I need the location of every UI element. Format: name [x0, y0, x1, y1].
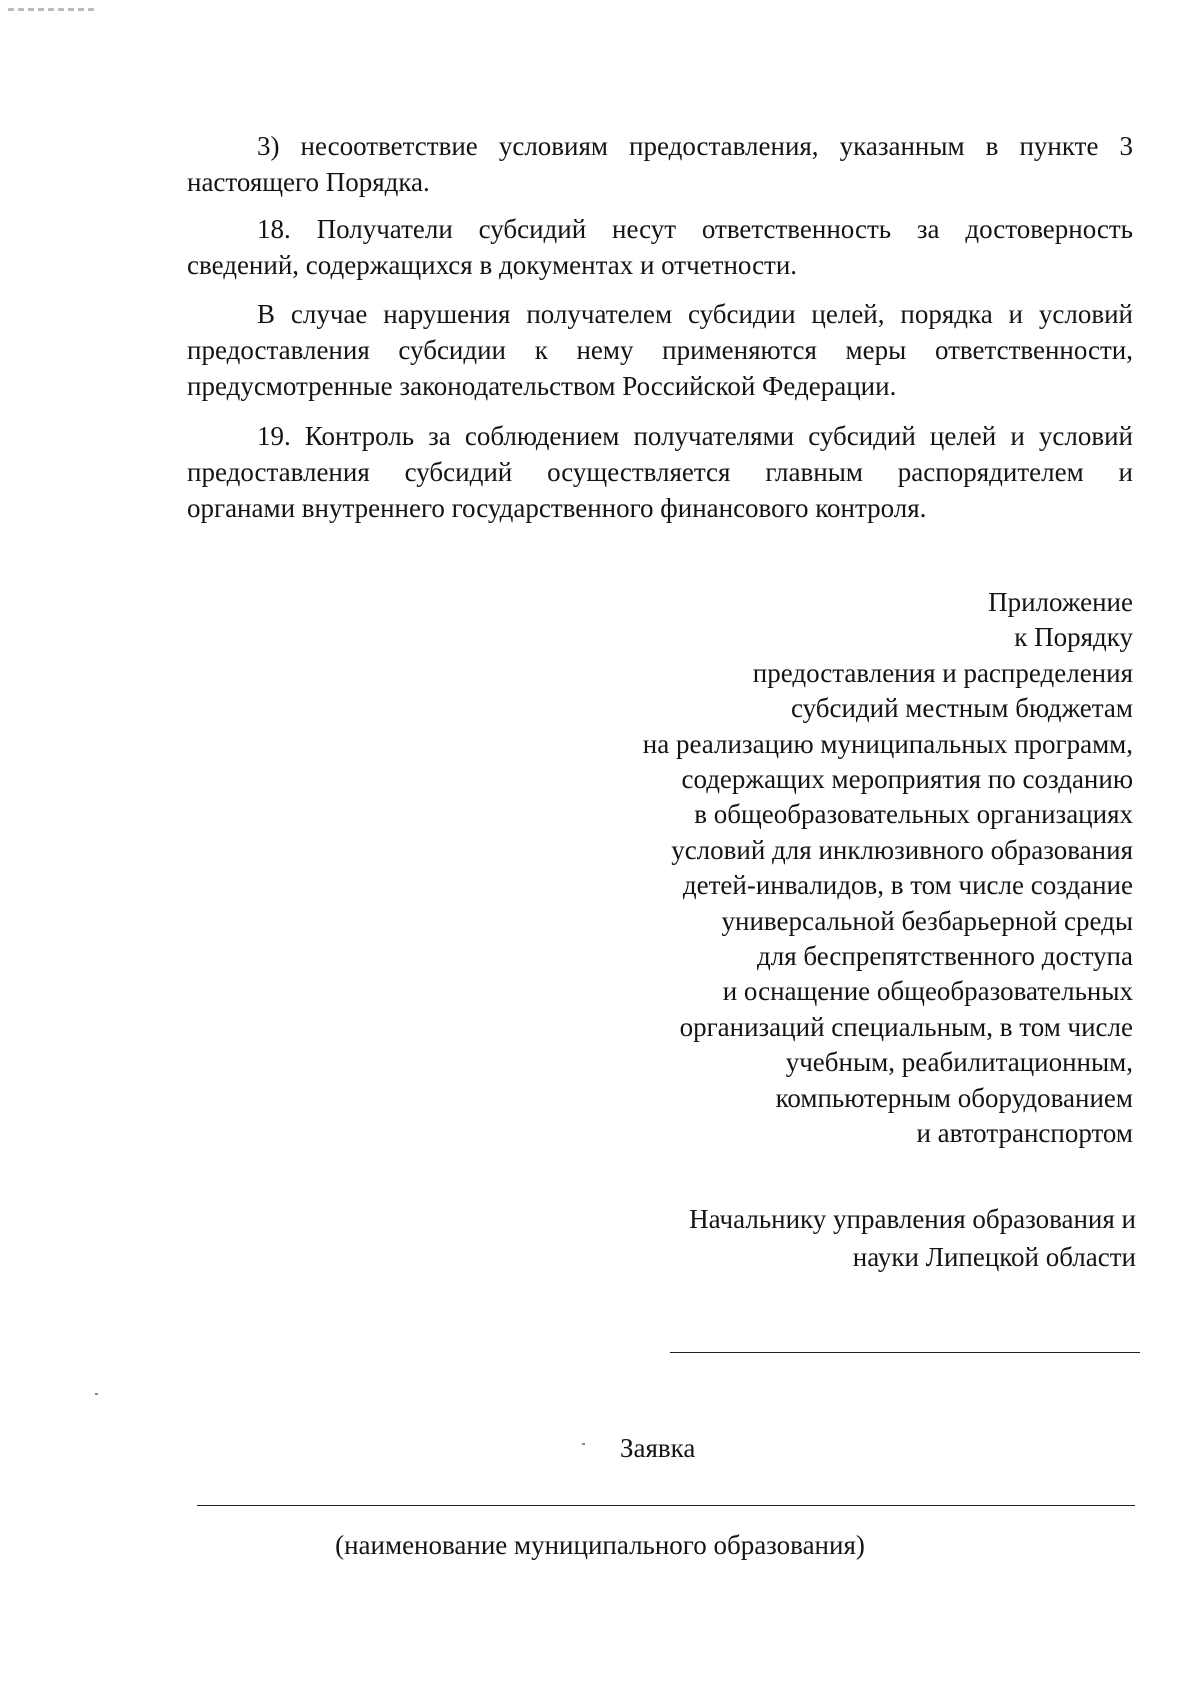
text-line: 18. Получатели субсидий несут ответственность за достоверность [257, 214, 1133, 244]
appendix-line: организаций специальным, в том числе [679, 1011, 1133, 1042]
text-line: В случае нарушения получателем субсидии целей, порядка и условий [257, 299, 1133, 329]
municipality-name-blank-line [197, 1505, 1135, 1506]
appendix-line: для беспрепятственного доступа [756, 941, 1133, 972]
scan-speck [582, 1443, 585, 1445]
appendix-line: на реализацию муниципальных программ, [642, 728, 1133, 759]
text-line: предоставления субсидий осуществляется главным распорядителем и [187, 457, 1133, 487]
addressee-line: Начальнику управления образования и [689, 1204, 1136, 1234]
appendix-line: учебным, реабилитационным, [785, 1047, 1133, 1078]
text-line: сведений, содержащихся в документах и отчетности. [187, 250, 798, 280]
addressee-block [576, 1200, 1136, 1276]
text-line: 19. Контроль за соблюдением получателями субсидий целей и условий [257, 421, 1133, 451]
text-line: настоящего Порядка. [187, 167, 430, 197]
paragraph-violation [187, 296, 1133, 404]
appendix-line: содержащих мероприятия по созданию [681, 764, 1133, 795]
text-line: 3) несоответствие условиям предоставления, указанным в пункте 3 [257, 131, 1133, 161]
text-line: предоставления субсидии к нему применяются меры ответственности, [187, 335, 1133, 365]
appendix-line: предоставления и распределения [752, 657, 1133, 688]
signature-blank-line [670, 1352, 1140, 1353]
text-line: органами внутреннего государственного финансового контроля. [187, 493, 927, 523]
municipality-name-caption: (наименование муниципального образования) [335, 1530, 865, 1560]
appendix-line: в общеобразовательных организациях [694, 799, 1133, 830]
paragraph-18 [187, 211, 1133, 283]
appendix-line: детей-инвалидов, в том числе создание [682, 870, 1133, 901]
appendix-line: и оснащение общеобразовательных [722, 976, 1133, 1007]
paragraph-19 [187, 418, 1133, 526]
appendix-line: субсидий местным бюджетам [790, 693, 1133, 724]
paragraph-item-3 [187, 128, 1133, 200]
appendix-line: компьютерным оборудованием [775, 1082, 1133, 1113]
scan-speck [95, 1393, 98, 1395]
text-line: предусмотренные законодательством Российской Федерации. [187, 371, 897, 401]
appendix-line: к Порядку [1014, 622, 1133, 653]
addressee-line: науки Липецкой области [852, 1242, 1136, 1272]
scan-artifact [8, 8, 96, 11]
appendix-line: Приложение [988, 587, 1133, 617]
appendix-line: условий для инклюзивного образования [671, 834, 1133, 865]
appendix-heading [573, 585, 1133, 1152]
form-title: Заявка [620, 1433, 696, 1463]
appendix-line: универсальной безбарьерной среды [721, 905, 1133, 936]
appendix-line: и автотранспортом [916, 1118, 1133, 1149]
